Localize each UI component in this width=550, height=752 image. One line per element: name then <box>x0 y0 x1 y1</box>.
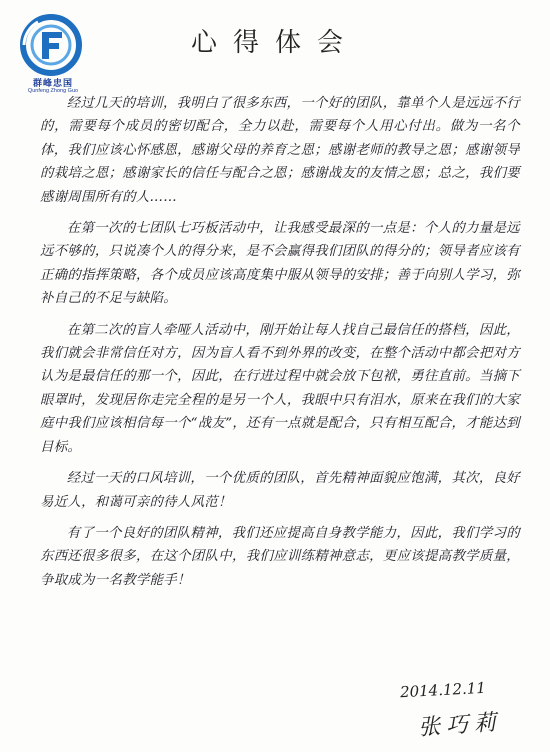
logo-name-en: Qunfeng Zhong Guo <box>27 88 79 94</box>
logo-emblem-icon <box>18 14 84 76</box>
author-signature: 张巧莉 <box>417 710 503 741</box>
logo-name-zh: 群峰忠国 <box>32 79 73 89</box>
document-date: 2014.12.11 <box>399 678 487 702</box>
organization-logo <box>18 14 84 94</box>
document-body <box>40 92 520 600</box>
paragraph-tangram-activity: 在第一次的七团队七巧板活动中，让我感受最深的一点是：个人的力量是远远不够的，只说凑个人的得分来，是不会赢得我们团队的得分的；领导者应该有正确的指挥策略，各个成员应该高度集中服从领导的安排；善于向别人学习，弥补自己的不足与缺陷。 <box>40 221 520 307</box>
paragraph-conclusion: 有了一个良好的团队精神，我们还应提高自身教学能力，因此，我们学习的东西还很多很多，在这个团队中，我们应训练精神意志，更应该提高教学质量，争取成为一名教学能手！ <box>40 525 520 588</box>
paragraph-intro: 经过几天的培训，我明白了很多东西，一个好的团队，靠单个人是远远不行的，需要每个成员的密切配合，全力以赴，需要每个人用心付出。做为一名个体，我们应该心怀感恩，感谢父母的养育之恩；感谢老师的教导之恩；感谢领导的栽培之恩；感谢家长的信任与配合之恩；感谢战友的友情之恩；总之，我们要感谢周围所有的人…… <box>40 96 520 205</box>
paragraph-blind-activity: 在第二次的盲人牵哑人活动中，刚开始让每人找自己最信任的搭档，因此，我们就会非常信任对方，因为盲人看不到外界的改变，在整个活动中都会把对方认为是最信任的那一个，因此，在行进过程中就会放下包袱，勇往直前。当摘下眼罩时，发现居你走完全程的是另一个人，我眼中只有泪水，原来在我们的大家庭中我们应该相信每一个“战友”，还有一点就是配合，只有相互配合，才能达到目标。 <box>40 322 520 455</box>
document-title: 心得体会 <box>190 28 359 58</box>
paragraph-training: 经过一天的口风培训，一个优质的团队，首先精神面貌应饱满，其次，良好易近人，和蔼可亲的待人风范！ <box>40 471 520 510</box>
